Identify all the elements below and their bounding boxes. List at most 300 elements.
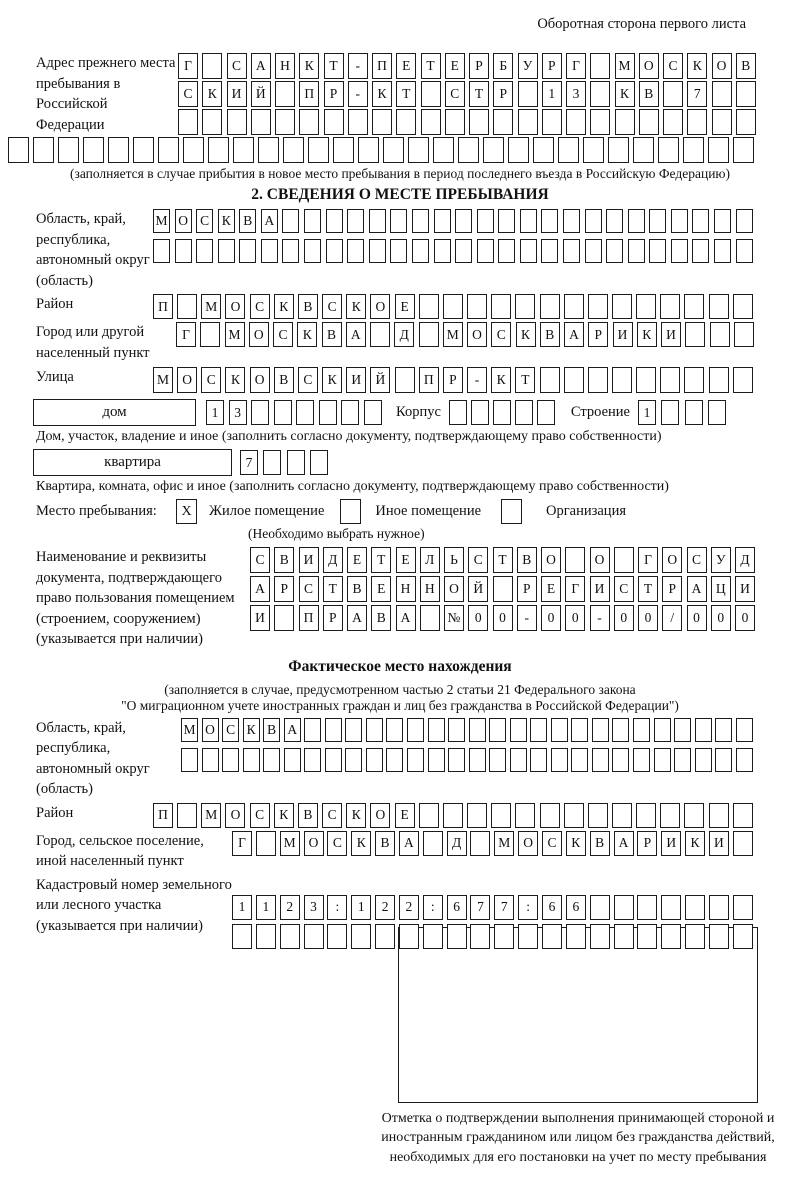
char-box[interactable] bbox=[390, 209, 407, 233]
char-box[interactable]: А bbox=[250, 576, 270, 602]
char-box[interactable] bbox=[542, 109, 562, 135]
char-box[interactable] bbox=[671, 209, 688, 233]
char-box[interactable]: Р bbox=[324, 81, 344, 107]
char-box[interactable]: А bbox=[251, 53, 271, 79]
char-box[interactable]: К bbox=[322, 367, 342, 393]
char-box[interactable] bbox=[447, 924, 467, 949]
char-box[interactable] bbox=[636, 367, 656, 393]
char-box[interactable] bbox=[566, 109, 586, 135]
char-box[interactable] bbox=[455, 209, 472, 233]
char-box[interactable]: Д bbox=[735, 547, 755, 573]
checkbox-inoe[interactable] bbox=[340, 499, 361, 524]
kvartira-type-box[interactable]: квартира bbox=[33, 449, 232, 476]
char-box[interactable] bbox=[386, 748, 403, 772]
char-box[interactable]: И bbox=[709, 831, 729, 856]
char-box[interactable] bbox=[520, 239, 537, 263]
char-box[interactable]: 0 bbox=[735, 605, 755, 631]
char-box[interactable] bbox=[733, 294, 753, 319]
char-box[interactable] bbox=[608, 137, 629, 163]
char-box[interactable]: С bbox=[322, 803, 342, 828]
char-box[interactable]: С bbox=[178, 81, 198, 107]
char-box[interactable] bbox=[542, 924, 562, 949]
char-box[interactable] bbox=[588, 294, 608, 319]
char-box[interactable]: 0 bbox=[614, 605, 634, 631]
char-box[interactable] bbox=[308, 137, 329, 163]
char-box[interactable]: С bbox=[542, 831, 562, 856]
char-box[interactable] bbox=[369, 209, 386, 233]
char-box[interactable] bbox=[709, 895, 729, 920]
char-box[interactable]: 3 bbox=[229, 400, 247, 425]
char-box[interactable]: С bbox=[614, 576, 634, 602]
char-box[interactable]: М bbox=[201, 294, 221, 319]
char-box[interactable]: Т bbox=[515, 367, 535, 393]
char-box[interactable]: С bbox=[222, 718, 239, 742]
char-box[interactable] bbox=[366, 748, 383, 772]
char-box[interactable] bbox=[590, 109, 610, 135]
char-box[interactable] bbox=[498, 239, 515, 263]
char-box[interactable] bbox=[590, 81, 610, 107]
char-box[interactable] bbox=[471, 400, 489, 425]
char-box[interactable] bbox=[692, 209, 709, 233]
char-box[interactable]: М bbox=[201, 803, 221, 828]
char-box[interactable] bbox=[541, 239, 558, 263]
char-box[interactable] bbox=[734, 322, 754, 347]
char-box[interactable] bbox=[341, 400, 359, 425]
char-box[interactable] bbox=[515, 803, 535, 828]
char-box[interactable] bbox=[612, 367, 632, 393]
char-box[interactable] bbox=[358, 137, 379, 163]
char-box[interactable] bbox=[153, 239, 170, 263]
char-box[interactable] bbox=[196, 239, 213, 263]
char-box[interactable]: Р bbox=[588, 322, 608, 347]
char-box[interactable] bbox=[455, 239, 472, 263]
char-box[interactable]: М bbox=[494, 831, 514, 856]
char-box[interactable] bbox=[345, 718, 362, 742]
char-box[interactable]: К bbox=[243, 718, 260, 742]
char-box[interactable]: П bbox=[419, 367, 439, 393]
char-box[interactable] bbox=[467, 294, 487, 319]
char-box[interactable]: 2 bbox=[280, 895, 300, 920]
char-box[interactable]: 7 bbox=[240, 450, 258, 475]
char-box[interactable]: С bbox=[250, 294, 270, 319]
char-box[interactable] bbox=[695, 748, 712, 772]
char-box[interactable]: К bbox=[491, 367, 511, 393]
char-box[interactable] bbox=[612, 294, 632, 319]
char-box[interactable]: О bbox=[467, 322, 487, 347]
char-box[interactable]: С bbox=[273, 322, 293, 347]
char-box[interactable]: 7 bbox=[494, 895, 514, 920]
char-box[interactable]: М bbox=[280, 831, 300, 856]
char-box[interactable] bbox=[714, 239, 731, 263]
char-box[interactable]: О bbox=[249, 322, 269, 347]
char-box[interactable] bbox=[590, 924, 610, 949]
char-box[interactable] bbox=[685, 895, 705, 920]
char-box[interactable] bbox=[494, 924, 514, 949]
char-box[interactable]: О bbox=[370, 294, 390, 319]
char-box[interactable]: 1 bbox=[256, 895, 276, 920]
char-box[interactable]: Й bbox=[251, 81, 271, 107]
char-box[interactable] bbox=[470, 924, 490, 949]
char-box[interactable]: 6 bbox=[566, 895, 586, 920]
char-box[interactable]: - bbox=[348, 81, 368, 107]
char-box[interactable] bbox=[733, 831, 753, 856]
char-box[interactable] bbox=[663, 109, 683, 135]
char-box[interactable]: Е bbox=[347, 547, 367, 573]
char-box[interactable] bbox=[498, 209, 515, 233]
char-box[interactable] bbox=[251, 400, 269, 425]
char-box[interactable]: 1 bbox=[232, 895, 252, 920]
char-box[interactable]: Е bbox=[396, 53, 416, 79]
char-box[interactable] bbox=[510, 718, 527, 742]
char-box[interactable] bbox=[606, 209, 623, 233]
char-box[interactable] bbox=[583, 137, 604, 163]
char-box[interactable] bbox=[181, 748, 198, 772]
char-box[interactable]: В bbox=[371, 605, 391, 631]
char-box[interactable] bbox=[695, 718, 712, 742]
char-box[interactable] bbox=[183, 137, 204, 163]
char-box[interactable] bbox=[533, 137, 554, 163]
char-box[interactable] bbox=[671, 239, 688, 263]
char-box[interactable]: Г bbox=[638, 547, 658, 573]
char-box[interactable]: Г bbox=[566, 53, 586, 79]
char-box[interactable] bbox=[477, 239, 494, 263]
char-box[interactable]: П bbox=[372, 53, 392, 79]
char-box[interactable]: - bbox=[517, 605, 537, 631]
char-box[interactable]: В bbox=[347, 576, 367, 602]
char-box[interactable]: Т bbox=[469, 81, 489, 107]
char-box[interactable] bbox=[310, 450, 328, 475]
char-box[interactable] bbox=[258, 137, 279, 163]
char-box[interactable] bbox=[407, 748, 424, 772]
char-box[interactable] bbox=[736, 239, 753, 263]
char-box[interactable] bbox=[714, 209, 731, 233]
char-box[interactable] bbox=[684, 803, 704, 828]
char-box[interactable] bbox=[592, 718, 609, 742]
char-box[interactable]: 0 bbox=[468, 605, 488, 631]
char-box[interactable]: К bbox=[351, 831, 371, 856]
char-box[interactable]: И bbox=[661, 831, 681, 856]
char-box[interactable] bbox=[663, 81, 683, 107]
char-box[interactable] bbox=[369, 239, 386, 263]
char-box[interactable] bbox=[709, 924, 729, 949]
char-box[interactable] bbox=[133, 137, 154, 163]
char-box[interactable] bbox=[563, 209, 580, 233]
char-box[interactable]: И bbox=[250, 605, 270, 631]
char-box[interactable]: В bbox=[298, 294, 318, 319]
char-box[interactable] bbox=[637, 924, 657, 949]
char-box[interactable]: О bbox=[639, 53, 659, 79]
char-box[interactable]: А bbox=[564, 322, 584, 347]
char-box[interactable] bbox=[540, 294, 560, 319]
char-box[interactable]: Т bbox=[323, 576, 343, 602]
char-box[interactable] bbox=[372, 109, 392, 135]
char-box[interactable] bbox=[284, 748, 301, 772]
char-box[interactable]: С bbox=[327, 831, 347, 856]
char-box[interactable]: В bbox=[274, 367, 294, 393]
char-box[interactable]: О bbox=[444, 576, 464, 602]
char-box[interactable]: В bbox=[639, 81, 659, 107]
char-box[interactable]: О bbox=[225, 803, 245, 828]
char-box[interactable]: В bbox=[274, 547, 294, 573]
char-box[interactable]: В bbox=[322, 322, 342, 347]
char-box[interactable] bbox=[709, 294, 729, 319]
char-box[interactable] bbox=[177, 294, 197, 319]
char-box[interactable] bbox=[256, 831, 276, 856]
char-box[interactable] bbox=[347, 209, 364, 233]
char-box[interactable]: Р bbox=[662, 576, 682, 602]
char-box[interactable] bbox=[304, 209, 321, 233]
char-box[interactable] bbox=[715, 748, 732, 772]
char-box[interactable] bbox=[178, 109, 198, 135]
char-box[interactable] bbox=[489, 718, 506, 742]
char-box[interactable] bbox=[175, 239, 192, 263]
char-box[interactable] bbox=[518, 81, 538, 107]
char-box[interactable] bbox=[222, 748, 239, 772]
char-box[interactable] bbox=[419, 803, 439, 828]
char-box[interactable] bbox=[633, 137, 654, 163]
char-box[interactable] bbox=[345, 748, 362, 772]
char-box[interactable]: Т bbox=[324, 53, 344, 79]
char-box[interactable]: К bbox=[687, 53, 707, 79]
char-box[interactable]: П bbox=[153, 294, 173, 319]
char-box[interactable]: С bbox=[201, 367, 221, 393]
char-box[interactable] bbox=[520, 209, 537, 233]
char-box[interactable] bbox=[483, 137, 504, 163]
char-box[interactable] bbox=[510, 748, 527, 772]
char-box[interactable]: Н bbox=[275, 53, 295, 79]
char-box[interactable]: К bbox=[297, 322, 317, 347]
char-box[interactable] bbox=[590, 895, 610, 920]
char-box[interactable] bbox=[396, 109, 416, 135]
char-box[interactable] bbox=[606, 239, 623, 263]
char-box[interactable] bbox=[654, 718, 671, 742]
char-box[interactable]: С bbox=[322, 294, 342, 319]
char-box[interactable] bbox=[551, 748, 568, 772]
char-box[interactable]: В bbox=[590, 831, 610, 856]
char-box[interactable] bbox=[537, 400, 555, 425]
char-box[interactable] bbox=[233, 137, 254, 163]
char-box[interactable]: А bbox=[399, 831, 419, 856]
char-box[interactable] bbox=[408, 137, 429, 163]
char-box[interactable]: К bbox=[516, 322, 536, 347]
char-box[interactable] bbox=[304, 924, 324, 949]
char-box[interactable] bbox=[551, 718, 568, 742]
char-box[interactable] bbox=[654, 748, 671, 772]
char-box[interactable]: А bbox=[687, 576, 707, 602]
char-box[interactable]: А bbox=[396, 605, 416, 631]
char-box[interactable]: Е bbox=[371, 576, 391, 602]
char-box[interactable]: Р bbox=[443, 367, 463, 393]
char-box[interactable]: П bbox=[153, 803, 173, 828]
char-box[interactable]: Р bbox=[323, 605, 343, 631]
char-box[interactable]: Н bbox=[420, 576, 440, 602]
char-box[interactable] bbox=[208, 137, 229, 163]
char-box[interactable] bbox=[325, 748, 342, 772]
char-box[interactable]: Р bbox=[542, 53, 562, 79]
char-box[interactable] bbox=[445, 109, 465, 135]
char-box[interactable]: М bbox=[615, 53, 635, 79]
char-box[interactable]: Т bbox=[396, 81, 416, 107]
char-box[interactable] bbox=[708, 137, 729, 163]
char-box[interactable] bbox=[419, 322, 439, 347]
char-box[interactable] bbox=[661, 924, 681, 949]
char-box[interactable] bbox=[326, 239, 343, 263]
char-box[interactable] bbox=[449, 400, 467, 425]
char-box[interactable] bbox=[636, 803, 656, 828]
char-box[interactable] bbox=[33, 137, 54, 163]
char-box[interactable] bbox=[515, 400, 533, 425]
char-box[interactable]: Д bbox=[323, 547, 343, 573]
char-box[interactable]: Г bbox=[232, 831, 252, 856]
char-box[interactable] bbox=[628, 239, 645, 263]
char-box[interactable]: Б bbox=[493, 53, 513, 79]
char-box[interactable] bbox=[448, 748, 465, 772]
char-box[interactable] bbox=[660, 803, 680, 828]
char-box[interactable]: С bbox=[663, 53, 683, 79]
char-box[interactable] bbox=[515, 294, 535, 319]
char-box[interactable]: В bbox=[263, 718, 280, 742]
dom-type-box[interactable]: дом bbox=[33, 399, 196, 426]
char-box[interactable] bbox=[443, 803, 463, 828]
char-box[interactable]: О bbox=[662, 547, 682, 573]
char-box[interactable] bbox=[588, 367, 608, 393]
char-box[interactable]: В bbox=[239, 209, 256, 233]
char-box[interactable] bbox=[227, 109, 247, 135]
char-box[interactable] bbox=[420, 605, 440, 631]
char-box[interactable]: И bbox=[735, 576, 755, 602]
char-box[interactable] bbox=[327, 924, 347, 949]
char-box[interactable] bbox=[428, 748, 445, 772]
char-box[interactable] bbox=[566, 924, 586, 949]
char-box[interactable] bbox=[218, 239, 235, 263]
char-box[interactable]: 7 bbox=[687, 81, 707, 107]
char-box[interactable] bbox=[736, 81, 756, 107]
char-box[interactable] bbox=[733, 803, 753, 828]
char-box[interactable] bbox=[458, 137, 479, 163]
char-box[interactable]: К bbox=[685, 831, 705, 856]
char-box[interactable]: Г bbox=[178, 53, 198, 79]
char-box[interactable] bbox=[733, 137, 754, 163]
char-box[interactable] bbox=[386, 718, 403, 742]
char-box[interactable]: 3 bbox=[304, 895, 324, 920]
char-box[interactable] bbox=[612, 718, 629, 742]
char-box[interactable]: У bbox=[518, 53, 538, 79]
char-box[interactable] bbox=[433, 137, 454, 163]
char-box[interactable] bbox=[530, 748, 547, 772]
char-box[interactable]: А bbox=[284, 718, 301, 742]
char-box[interactable]: 2 bbox=[375, 895, 395, 920]
char-box[interactable] bbox=[633, 718, 650, 742]
char-box[interactable]: К bbox=[202, 81, 222, 107]
char-box[interactable] bbox=[530, 718, 547, 742]
char-box[interactable]: О bbox=[712, 53, 732, 79]
checkbox-organizatsiya[interactable] bbox=[501, 499, 522, 524]
char-box[interactable]: О bbox=[590, 547, 610, 573]
char-box[interactable]: 1 bbox=[206, 400, 224, 425]
char-box[interactable] bbox=[585, 239, 602, 263]
char-box[interactable]: Н bbox=[396, 576, 416, 602]
char-box[interactable] bbox=[564, 367, 584, 393]
char-box[interactable]: С bbox=[227, 53, 247, 79]
char-box[interactable] bbox=[282, 209, 299, 233]
char-box[interactable] bbox=[685, 322, 705, 347]
char-box[interactable] bbox=[615, 109, 635, 135]
char-box[interactable] bbox=[326, 209, 343, 233]
char-box[interactable] bbox=[564, 803, 584, 828]
char-box[interactable] bbox=[588, 803, 608, 828]
char-box[interactable]: Д bbox=[447, 831, 467, 856]
char-box[interactable] bbox=[684, 294, 704, 319]
char-box[interactable] bbox=[709, 367, 729, 393]
char-box[interactable]: 0 bbox=[565, 605, 585, 631]
char-box[interactable] bbox=[571, 718, 588, 742]
char-box[interactable] bbox=[200, 322, 220, 347]
char-box[interactable] bbox=[304, 748, 321, 772]
char-box[interactable] bbox=[508, 137, 529, 163]
char-box[interactable] bbox=[319, 400, 337, 425]
char-box[interactable]: К bbox=[637, 322, 657, 347]
char-box[interactable] bbox=[83, 137, 104, 163]
char-box[interactable] bbox=[434, 209, 451, 233]
char-box[interactable]: А bbox=[347, 605, 367, 631]
char-box[interactable] bbox=[469, 748, 486, 772]
char-box[interactable] bbox=[296, 400, 314, 425]
char-box[interactable] bbox=[683, 137, 704, 163]
char-box[interactable] bbox=[443, 294, 463, 319]
char-box[interactable] bbox=[612, 748, 629, 772]
char-box[interactable]: М bbox=[443, 322, 463, 347]
char-box[interactable] bbox=[202, 748, 219, 772]
char-box[interactable] bbox=[347, 239, 364, 263]
char-box[interactable] bbox=[518, 109, 538, 135]
char-box[interactable]: Р bbox=[469, 53, 489, 79]
char-box[interactable]: Т bbox=[371, 547, 391, 573]
char-box[interactable]: К bbox=[615, 81, 635, 107]
char-box[interactable]: К bbox=[346, 803, 366, 828]
char-box[interactable]: И bbox=[299, 547, 319, 573]
char-box[interactable]: Ц bbox=[711, 576, 731, 602]
char-box[interactable] bbox=[158, 137, 179, 163]
char-box[interactable] bbox=[390, 239, 407, 263]
char-box[interactable]: Е bbox=[395, 803, 415, 828]
char-box[interactable]: Ь bbox=[444, 547, 464, 573]
char-box[interactable]: С bbox=[196, 209, 213, 233]
char-box[interactable] bbox=[633, 748, 650, 772]
char-box[interactable]: И bbox=[346, 367, 366, 393]
char-box[interactable] bbox=[715, 718, 732, 742]
char-box[interactable]: 7 bbox=[470, 895, 490, 920]
checkbox-zhiloe[interactable]: X bbox=[176, 499, 197, 524]
char-box[interactable]: А bbox=[261, 209, 278, 233]
char-box[interactable] bbox=[299, 109, 319, 135]
char-box[interactable]: К bbox=[225, 367, 245, 393]
char-box[interactable] bbox=[736, 748, 753, 772]
char-box[interactable] bbox=[261, 239, 278, 263]
char-box[interactable] bbox=[614, 547, 634, 573]
char-box[interactable] bbox=[614, 895, 634, 920]
char-box[interactable] bbox=[518, 924, 538, 949]
char-box[interactable] bbox=[324, 109, 344, 135]
char-box[interactable] bbox=[674, 748, 691, 772]
char-box[interactable] bbox=[274, 400, 292, 425]
char-box[interactable]: Е bbox=[445, 53, 465, 79]
char-box[interactable] bbox=[736, 209, 753, 233]
char-box[interactable] bbox=[733, 367, 753, 393]
char-box[interactable]: П bbox=[299, 605, 319, 631]
char-box[interactable] bbox=[232, 924, 252, 949]
char-box[interactable] bbox=[412, 209, 429, 233]
char-box[interactable]: М bbox=[153, 367, 173, 393]
